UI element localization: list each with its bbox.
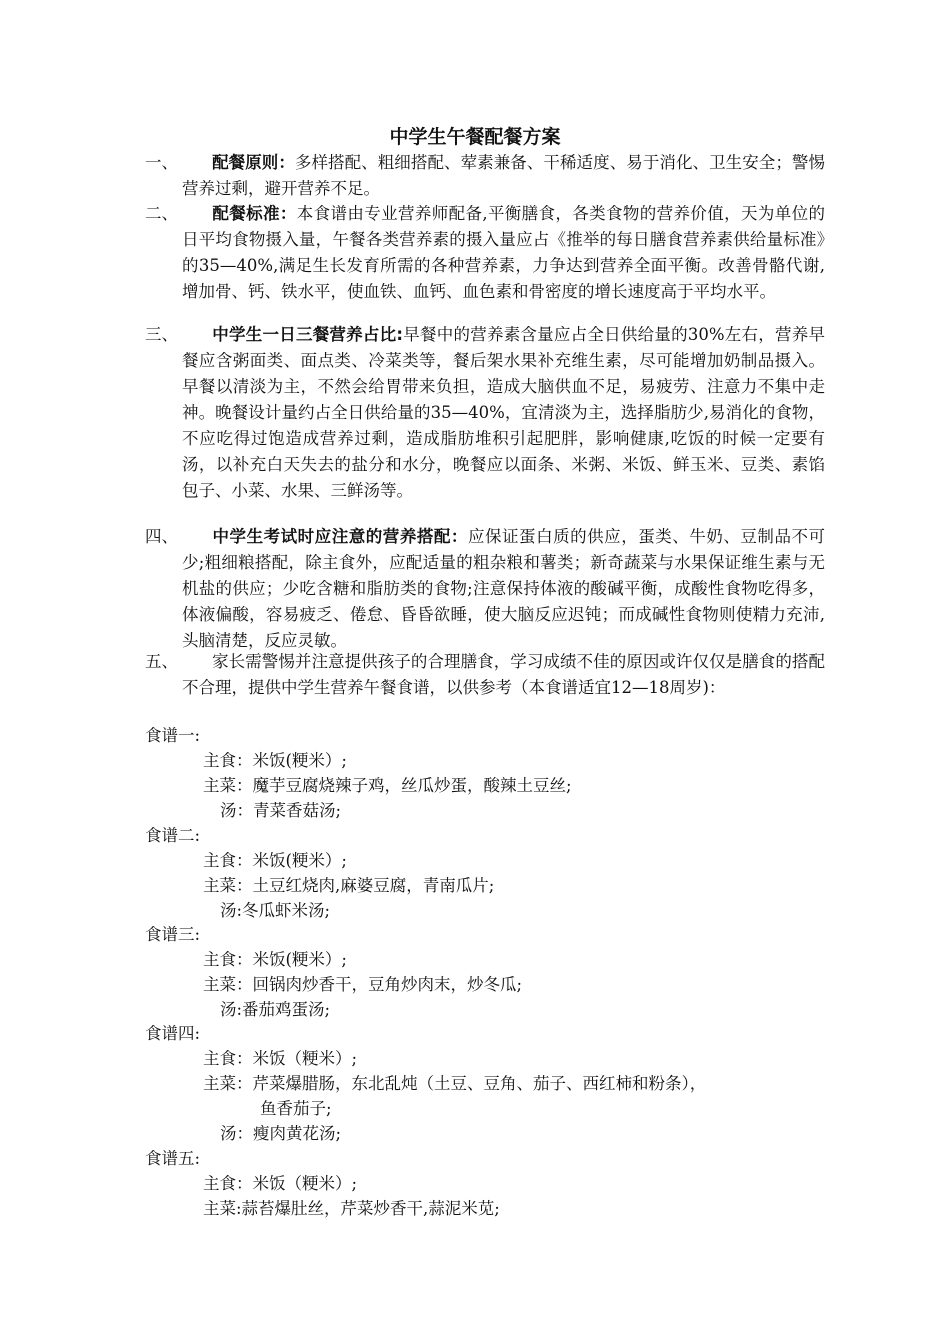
section-heading: 配餐原则： [212, 153, 295, 172]
recipe-staple: 主食：米饭(粳米）; [203, 950, 347, 969]
recipe-title: 食谱四: [145, 1024, 201, 1043]
section-number: 五、 [145, 652, 178, 671]
section-body [182, 322, 825, 504]
section-body [182, 201, 825, 305]
recipe-title: 食谱三: [145, 925, 201, 944]
section-heading: 配餐标准： [212, 204, 297, 223]
section-3 [145, 322, 825, 504]
section-text: 应保证蛋白质的供应，蛋类、牛奶、豆制品不可少;粗细粮搭配，除主食外，应配适量的粗杂粮和薯类；新奇蔬菜与水果保证维生素与无机盐的供应；少吃含糖和脂肪类的食物;注意保持体液的酸碱平衡，成酸性食物吃得多，体液偏酸，容易疲乏、倦怠、昏昏欲睡，使大脑反应迟钝；而成碱性食物则使精力充沛,头脑清楚，反应灵敏。 [182, 527, 826, 650]
recipe-title: 食谱一: [145, 726, 201, 745]
section-number: 一、 [145, 153, 178, 172]
recipe-staple: 主食：米饭（粳米）; [203, 1049, 358, 1068]
recipe-main: 主菜：芹菜爆腊肠，东北乱炖（土豆、豆角、茄子、西红柿和粉条）， [203, 1074, 707, 1093]
section-number: 四、 [145, 527, 178, 546]
document-title: 中学生午餐配餐方案 [389, 126, 561, 148]
section-2 [145, 201, 825, 305]
recipe-soup: 汤:番茄鸡蛋汤; [220, 1000, 331, 1019]
recipe-staple: 主食：米饭（粳米）; [203, 1174, 358, 1193]
section-4 [145, 524, 825, 654]
section-number: 二、 [145, 204, 178, 223]
section-text: 多样搭配、粗细搭配、荤素兼备、干稀适度、易于消化、卫生安全；警惕营养过剩，避开营养不足。 [182, 153, 826, 198]
recipe-main: 主菜:蒜苔爆肚丝，芹菜炒香干,蒜泥米苋; [203, 1199, 500, 1218]
section-text: 本食谱由专业营养师配备,平衡膳食，各类食物的营养价值，天为单位的日平均食物摄入量，午餐各类营养素的摄入量应占《推举的每日膳食营养素供给量标准》的35—40%,满足生长发育所需的各种营养素，力争达到营养全面平衡。改善骨骼代谢,增加骨、钙、铁水平，使血铁、血钙、血色素和骨密度的增长速度高于平均水平。 [182, 204, 825, 301]
recipe-soup: 汤：瘦肉黄花汤; [220, 1124, 342, 1143]
section-heading: 中学生一日三餐营养占比: [212, 325, 403, 344]
recipe-main: 主菜：回锅肉炒香干，豆角炒肉末，炒冬瓜; [203, 975, 523, 994]
recipe-main: 主菜：土豆红烧肉,麻婆豆腐，青南瓜片; [203, 876, 495, 895]
recipe-staple: 主食：米饭(粳米）; [203, 851, 347, 870]
recipe-soup: 汤:冬瓜虾米汤; [220, 901, 331, 920]
section-5 [145, 649, 825, 701]
section-body [182, 150, 825, 202]
recipe-soup: 汤：青菜香菇汤; [220, 801, 342, 820]
section-1 [145, 150, 825, 202]
section-text: 家长需警惕并注意提供孩子的合理膳食，学习成绩不佳的原因或许仅仅是膳食的搭配不合理，提供中学生营养午餐食谱，以供参考（本食谱适宜12—18周岁)： [182, 652, 825, 697]
section-body [182, 649, 825, 701]
recipe-title: 食谱二: [145, 826, 201, 845]
section-number: 三、 [145, 325, 178, 344]
section-body [182, 524, 825, 654]
section-heading: 中学生考试时应注意的营养搭配： [212, 527, 468, 546]
recipe-title: 食谱五: [145, 1149, 201, 1168]
section-text: 早餐中的营养素含量应占全日供给量的30%左右，营养早餐应含粥面类、面点类、冷菜类等，餐后架水果补充维生素，尽可能增加奶制品摄入。早餐以清淡为主，不然会给胃带来负担，造成大脑供血不足，易疲劳、注意力不集中走神。晚餐设计量约占全日供给量的35—40%，宜清淡为主，选择脂肪少,易消化的食物，不应吃得过饱造成营养过剩，造成脂肪堆积引起肥胖，影响健康,吃饭的时候一定要有汤，以补充白天失去的盐分和水分，晚餐应以面条、米粥、米饭、鲜玉米、豆类、素馅包子、小菜、水果、三鲜汤等。 [182, 325, 825, 500]
recipe-main-continued: 鱼香茄子; [260, 1099, 332, 1118]
recipe-main: 主菜：魔芋豆腐烧辣子鸡，丝瓜炒蛋，酸辣土豆丝; [203, 776, 572, 795]
recipe-staple: 主食：米饭(粳米）; [203, 751, 347, 770]
